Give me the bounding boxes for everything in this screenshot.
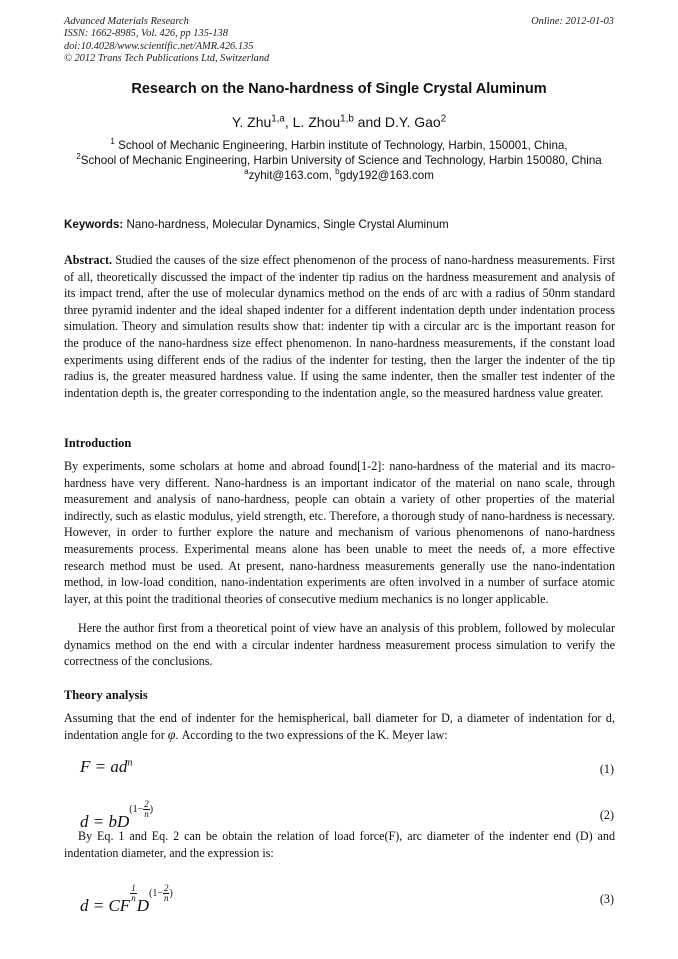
equation-1 [80,757,132,777]
paper-title: Research on the Nano-hardness of Single Crystal Aluminum [131,81,547,97]
affiliation-2 [60,153,618,168]
eq2-frac-num: 2 [144,798,149,809]
intro-paragraph-2: Here the author first from a theoretical point of view have an analysis of this problem, followed by molecular dynamics method on the end with a circular indenter hardness measurement process simulation to verify the correctness of the conclusions. [64,621,615,669]
equation-3 [80,882,173,916]
email-b-mark: b [335,167,340,177]
equation-2 [80,798,153,832]
author-sep-2: and [353,114,385,130]
issn-line: ISSN: 1662-8985, Vol. 426, pp 135-138 [64,28,228,40]
equation-2-exponent: (1− $\frac{2}{n}$ ) [129,798,154,819]
keywords-text: Nano-hardness, Molecular Dynamics, Single Crystal Aluminum [123,218,449,231]
section-heading-introduction: Introduction [64,436,132,450]
eq3-D: D [136,896,149,915]
equation-3-number: (3) [599,892,614,906]
online-date: Online: 2012-01-03 [531,16,614,27]
keywords [64,218,616,231]
copyright-line: © 2012 Trans Tech Publications Ltd, Switzerland [64,53,270,65]
eq3-frac2-num: 2 [163,882,169,893]
author-list [0,114,678,130]
equation-1-body: F = ad [80,757,128,776]
equation-1-exponent: n [127,757,133,769]
author-3: D.Y. Gao [384,114,441,130]
affiliation-1-text: School of Mechanic Engineering, Harbin institute of Technology, Harbin, 150001, China, [114,139,568,152]
journal-name: Advanced Materials Research [64,16,189,27]
author-1-affil: 1,a [271,113,285,125]
equation-2-number: (2) [599,808,614,822]
author-2: L. Zhou [292,114,341,130]
section-heading-theory: Theory analysis [64,688,148,702]
theory-p1-part-b: . According to the two expressions of the K. Meyer law: [175,727,448,742]
eq2-frac-den: n [144,808,149,819]
email-a-mark: a [244,167,249,177]
email-b: gdy192@163.com [339,169,434,183]
eq3-frac1-den: n [131,892,136,903]
doi-line: doi:10.4028/www.scientific.net/AMR.426.135 [64,40,254,52]
abstract [64,252,615,401]
email-a: zyhit@163.com, [248,169,336,183]
affiliations [60,138,618,184]
intro-paragraph-1: By experiments, some scholars at home and abroad found[1-2]: nano-hardness of the material and its macro-hardness have very different. Nano-hardness is an important indicator of the material on nano scale, through measurement and analysis of nano-hardness, people can obtain a variety of other properties of the material indirectly, such as elastic modulus, yield strength, etc. Therefore, a thorough study of nano-hardness is necessary. However, in order to further explore the nature and mechanism of various phenomenons of nano-hardness measurements process. Experimental means alone has been unable to meet the needs of, a more effective research method must be used. At present, nano-hardness measurements generally use the nano-indentation method, in low-load condition, nano-indentation experiments are often involved in a number of surface atomic layer, at this point the traditional theories of consecutive medium mechanics is no longer applicable. [64,459,615,606]
eq3-frac2-den: n [163,892,169,903]
eq3-frac1-num: 1 [131,882,136,893]
theory-paragraph-2: By Eq. 1 and Eq. 2 can be obtain the relation of load force(F), arc diameter of the indenter end (D) and indentation diameter, and the expression is: [64,829,615,860]
keywords-label: Keywords: [64,218,124,231]
affiliation-2-mark: 2 [76,152,81,162]
abstract-label: Abstract. [64,253,113,267]
abstract-text: Studied the causes of the size effect phenomenon of the process of nano-hardness measurements. First of all, theoretically discussed the impact of the indenter tip radius on the hardness measurement and analysis of its impact trend, after the use of molecular dynamics method on the ends of arc with a radius of 50nm standard three pyramid indenter and the ideal shaped indenter for a different indentation depth under indentation process simulation. Theory and simulation results show that: indenter tip with a circular arc is the important reason for the produce of the nano-hardness size effect phenomenon. In nano-hardness measurements, if the constant load experiments using different ends of the radius of the indenter for testing, then the larger the indenter of the tip radius is, the greater measured hardness value. If using the same indenter, then the smaller test indenter of the indentation depth is, the greater corresponding to the indentation angle, so the measured hardness value greater. [64,253,615,400]
eq3-d-exponent: (1− $\frac{2}{n}$ ) [148,882,173,903]
journal-header [64,16,269,66]
equation-1-number: (1) [599,762,614,776]
author-1: Y. Zhu [231,114,272,130]
author-emails [60,168,618,183]
eq3-one-minus: 1− [152,887,163,899]
author-2-affil: 1,b [340,113,354,125]
equation-2-body: d = bD [80,812,130,831]
affiliation-2-text: School of Mechanic Engineering, Harbin University of Science and Technology, Harbin 150080, China [80,154,602,168]
eq2-one-minus: 1− [132,803,144,815]
equation-3-body: d = CF [80,896,131,915]
phi-symbol: φ [167,727,176,743]
affiliation-1 [60,138,618,153]
theory-paragraph-1 [64,710,615,744]
author-3-affil: 2 [440,113,447,125]
theory-p1-part-a: Assuming that the end of indenter for the hemispherical, ball diameter for D, a diameter of indentation for d, indentation angle for [64,711,615,742]
author-sep-1: , [284,114,293,130]
affiliation-1-mark: 1 [110,137,115,147]
